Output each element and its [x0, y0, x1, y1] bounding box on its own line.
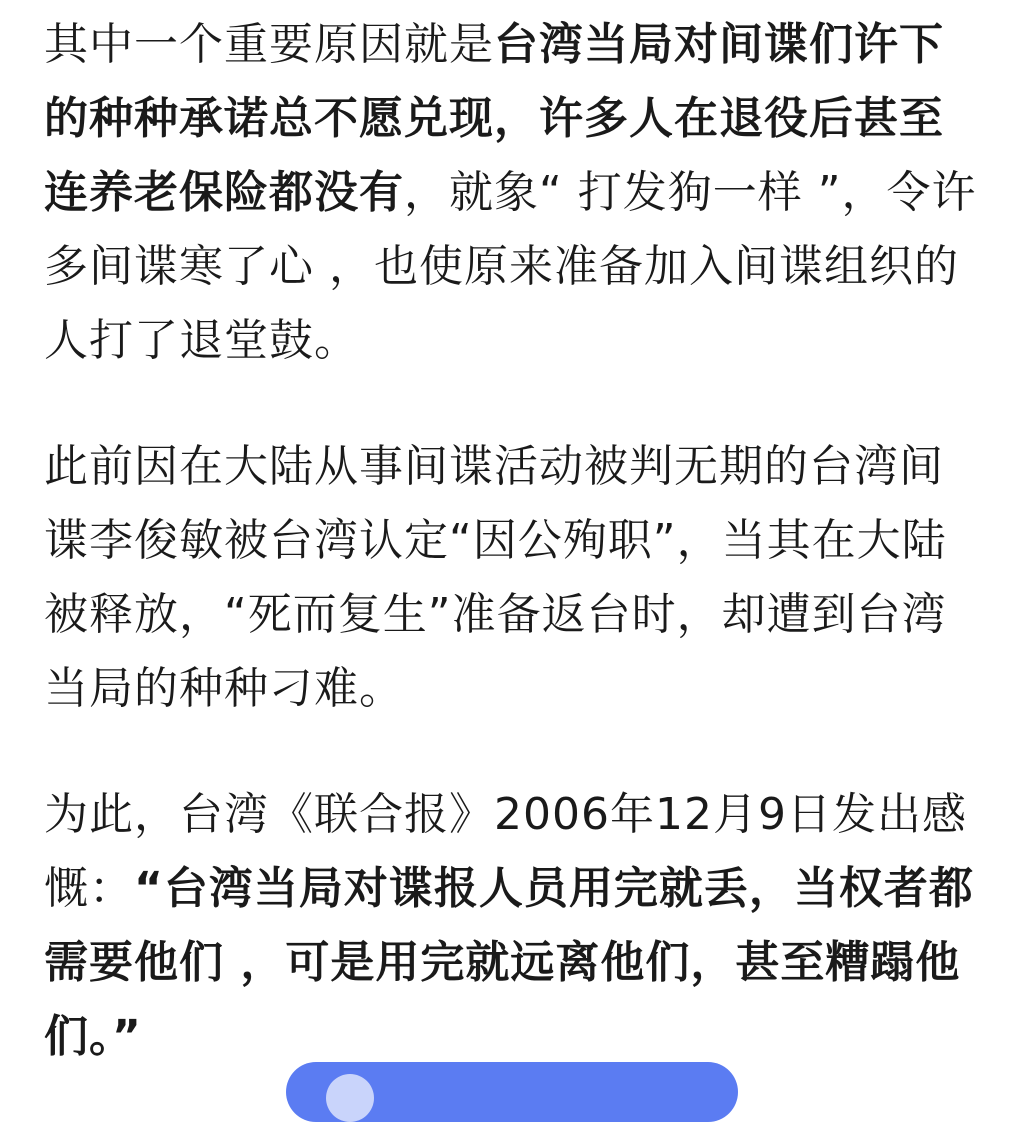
article-body	[44, 8, 984, 1074]
paragraph-1-text: 其中一个重要原因就是	[44, 19, 494, 70]
floating-action-button[interactable]	[286, 1062, 738, 1122]
paragraph-3-bold-quote: “台湾当局对谍报人员用完就丢，当权者都需要他们 ，可是用完就远离他们，甚至糟蹋他们。”	[44, 863, 974, 1062]
paragraph-2	[44, 430, 984, 726]
paragraph-3	[44, 778, 984, 1074]
paragraph-3-text: 为此，台湾《联合报》2006年12月9日发出感慨：	[44, 789, 967, 914]
paragraph-2-text: 此前因在大陆从事间谍活动被判无期的台湾间谍李俊敏被台湾认定“因公殉职”，当其在大陆被释放，“死而复生”准备返台时，却遭到台湾当局的种种刁难。	[44, 441, 947, 714]
avatar-icon	[326, 1074, 374, 1122]
paragraph-1-text-end: ，就象“ 打发狗一样 ”，令许多间谍寒了心 ，也使原来准备加入间谍组织的人打了退堂鼓。	[44, 167, 977, 366]
paragraph-1	[44, 8, 984, 378]
paragraph-1-bold-text: 台湾当局对间谍们许下的种种承诺总不愿兑现，许多人在退役后甚至连养老保险都没有	[44, 19, 944, 218]
